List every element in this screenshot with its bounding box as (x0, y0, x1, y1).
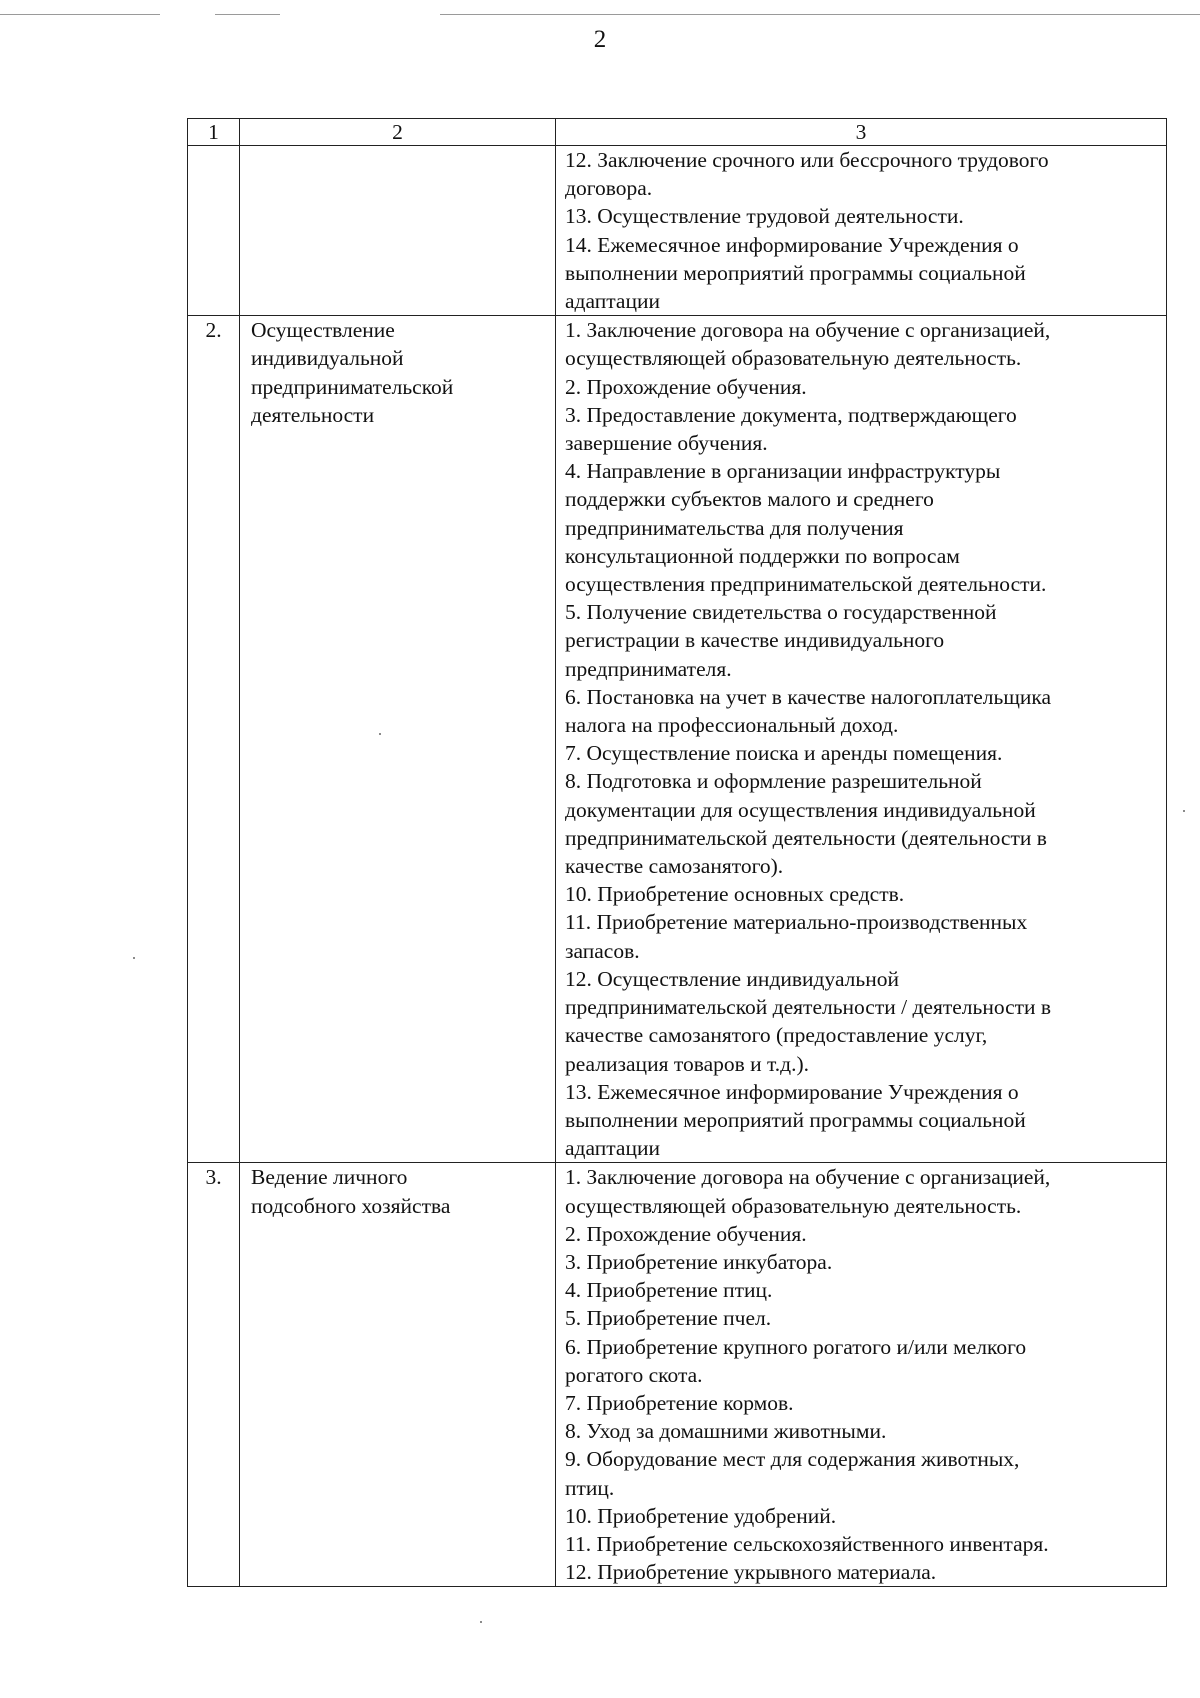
step-line: выполнении мероприятий программы социальной (565, 1107, 1026, 1132)
step-line: птиц. (565, 1475, 615, 1500)
step-line: 6. Постановка на учет в качестве налогоплательщика (565, 684, 1052, 709)
step-line: документации для осуществления индивидуальной (565, 797, 1036, 822)
activity-title-line: Ведение личного (251, 1165, 408, 1190)
header-cell-2: 2 (240, 119, 556, 146)
step-line: 5. Получение свидетельства о государственной (565, 600, 997, 625)
activity-title-cell (240, 146, 556, 316)
scan-edge-line (440, 14, 1200, 15)
page-number: 2 (593, 26, 607, 53)
step-line: 4. Приобретение птиц. (565, 1278, 773, 1303)
step-line: 10. Приобретение удобрений. (565, 1503, 837, 1528)
row-number-cell: 2. (188, 316, 240, 1163)
step-line: 12. Заключение срочного или бессрочного трудового (565, 148, 1049, 172)
step-line: выполнении мероприятий программы социальной (565, 260, 1026, 285)
activity-title-line: Осуществление (251, 318, 395, 343)
row-number-cell (188, 146, 240, 316)
scan-edge-line (0, 14, 160, 15)
step-line: 13. Осуществление трудовой деятельности. (565, 204, 964, 229)
activity-title-line: предпринимательской (251, 374, 454, 399)
step-line: 9. Оборудование мест для содержания животных, (565, 1447, 1020, 1472)
activity-title-cell (240, 1163, 556, 1587)
step-line: поддержки субъектов малого и среднего (565, 487, 934, 512)
step-line: завершение обучения. (565, 431, 768, 456)
step-line: 14. Ежемесячное информирование Учреждения о (565, 232, 1019, 257)
step-line: регистрации в качестве индивидуального (565, 628, 945, 653)
row-number-cell: 3. (188, 1163, 240, 1587)
steps-cell (556, 316, 1167, 1163)
step-line: 6. Приобретение крупного рогатого и/или мелкого (565, 1334, 1027, 1359)
step-line: консультационной поддержки по вопросам (565, 543, 960, 568)
step-line: 1. Заключение договора на обучение с организацией, (565, 1165, 1051, 1190)
step-line: 3. Предоставление документа, подтверждающего (565, 402, 1017, 427)
step-line: адаптации (565, 289, 660, 314)
step-line: 8. Подготовка и оформление разрешительной (565, 769, 982, 794)
step-line: адаптации (565, 1136, 660, 1161)
step-line: 12. Осуществление индивидуальной (565, 966, 899, 991)
step-line: 7. Приобретение кормов. (565, 1390, 794, 1415)
activity-title-line: деятельности (251, 402, 375, 427)
activity-title-line: индивидуальной (251, 346, 404, 371)
step-line: реализация товаров и т.д.). (565, 1051, 810, 1076)
step-line: качестве самозанятого). (565, 854, 784, 879)
scan-edge-line (215, 14, 280, 15)
step-line: налога на профессиональный доход. (565, 713, 899, 738)
table-row (188, 146, 1167, 316)
header-cell-1: 1 (188, 119, 240, 146)
step-line: 2. Прохождение обучения. (565, 374, 807, 399)
step-line: договора. (565, 176, 653, 201)
steps-cell (556, 1163, 1167, 1587)
step-line: запасов. (565, 938, 640, 963)
step-line: 10. Приобретение основных средств. (565, 882, 905, 907)
step-line: 3. Приобретение инкубатора. (565, 1249, 833, 1274)
step-line: 8. Уход за домашними животными. (565, 1419, 887, 1444)
steps-cell (556, 146, 1167, 316)
step-line: 11. Приобретение сельскохозяйственного инвентаря. (565, 1531, 1049, 1556)
step-line: 13. Ежемесячное информирование Учреждения о (565, 1079, 1019, 1104)
table-row (188, 1163, 1167, 1587)
step-line: предпринимательства для получения (565, 515, 904, 540)
step-line: качестве самозанятого (предоставление услуг, (565, 1023, 988, 1048)
step-line: осуществления предпринимательской деятельности. (565, 572, 1047, 597)
step-line: 1. Заключение договора на обучение с организацией, (565, 318, 1051, 343)
step-line: предпринимательской деятельности (деятельности в (565, 825, 1047, 850)
scan-speck (1183, 810, 1185, 812)
step-line: 5. Приобретение пчел. (565, 1306, 772, 1331)
table-row (188, 316, 1167, 1163)
step-line: осуществляющей образовательную деятельность. (565, 346, 1022, 371)
activity-title-cell (240, 316, 556, 1163)
document-table (187, 118, 1167, 1587)
step-line: предпринимательской деятельности / деятельности в (565, 995, 1052, 1020)
step-line: 11. Приобретение материально-производственных (565, 910, 1028, 935)
header-cell-3: 3 (556, 119, 1167, 146)
table-header-row (188, 119, 1167, 146)
scan-speck (379, 733, 381, 735)
activity-title-line: подсобного хозяйства (251, 1193, 451, 1218)
step-line: 12. Приобретение укрывного материала. (565, 1560, 937, 1585)
step-line: 4. Направление в организации инфраструктуры (565, 459, 1001, 484)
step-line: 2. Прохождение обучения. (565, 1221, 807, 1246)
step-line: осуществляющей образовательную деятельность. (565, 1193, 1022, 1218)
scan-speck (480, 1621, 482, 1623)
step-line: предпринимателя. (565, 656, 732, 681)
step-line: 7. Осуществление поиска и аренды помещения. (565, 741, 1003, 766)
step-line: рогатого скота. (565, 1362, 703, 1387)
scan-speck (133, 957, 135, 959)
